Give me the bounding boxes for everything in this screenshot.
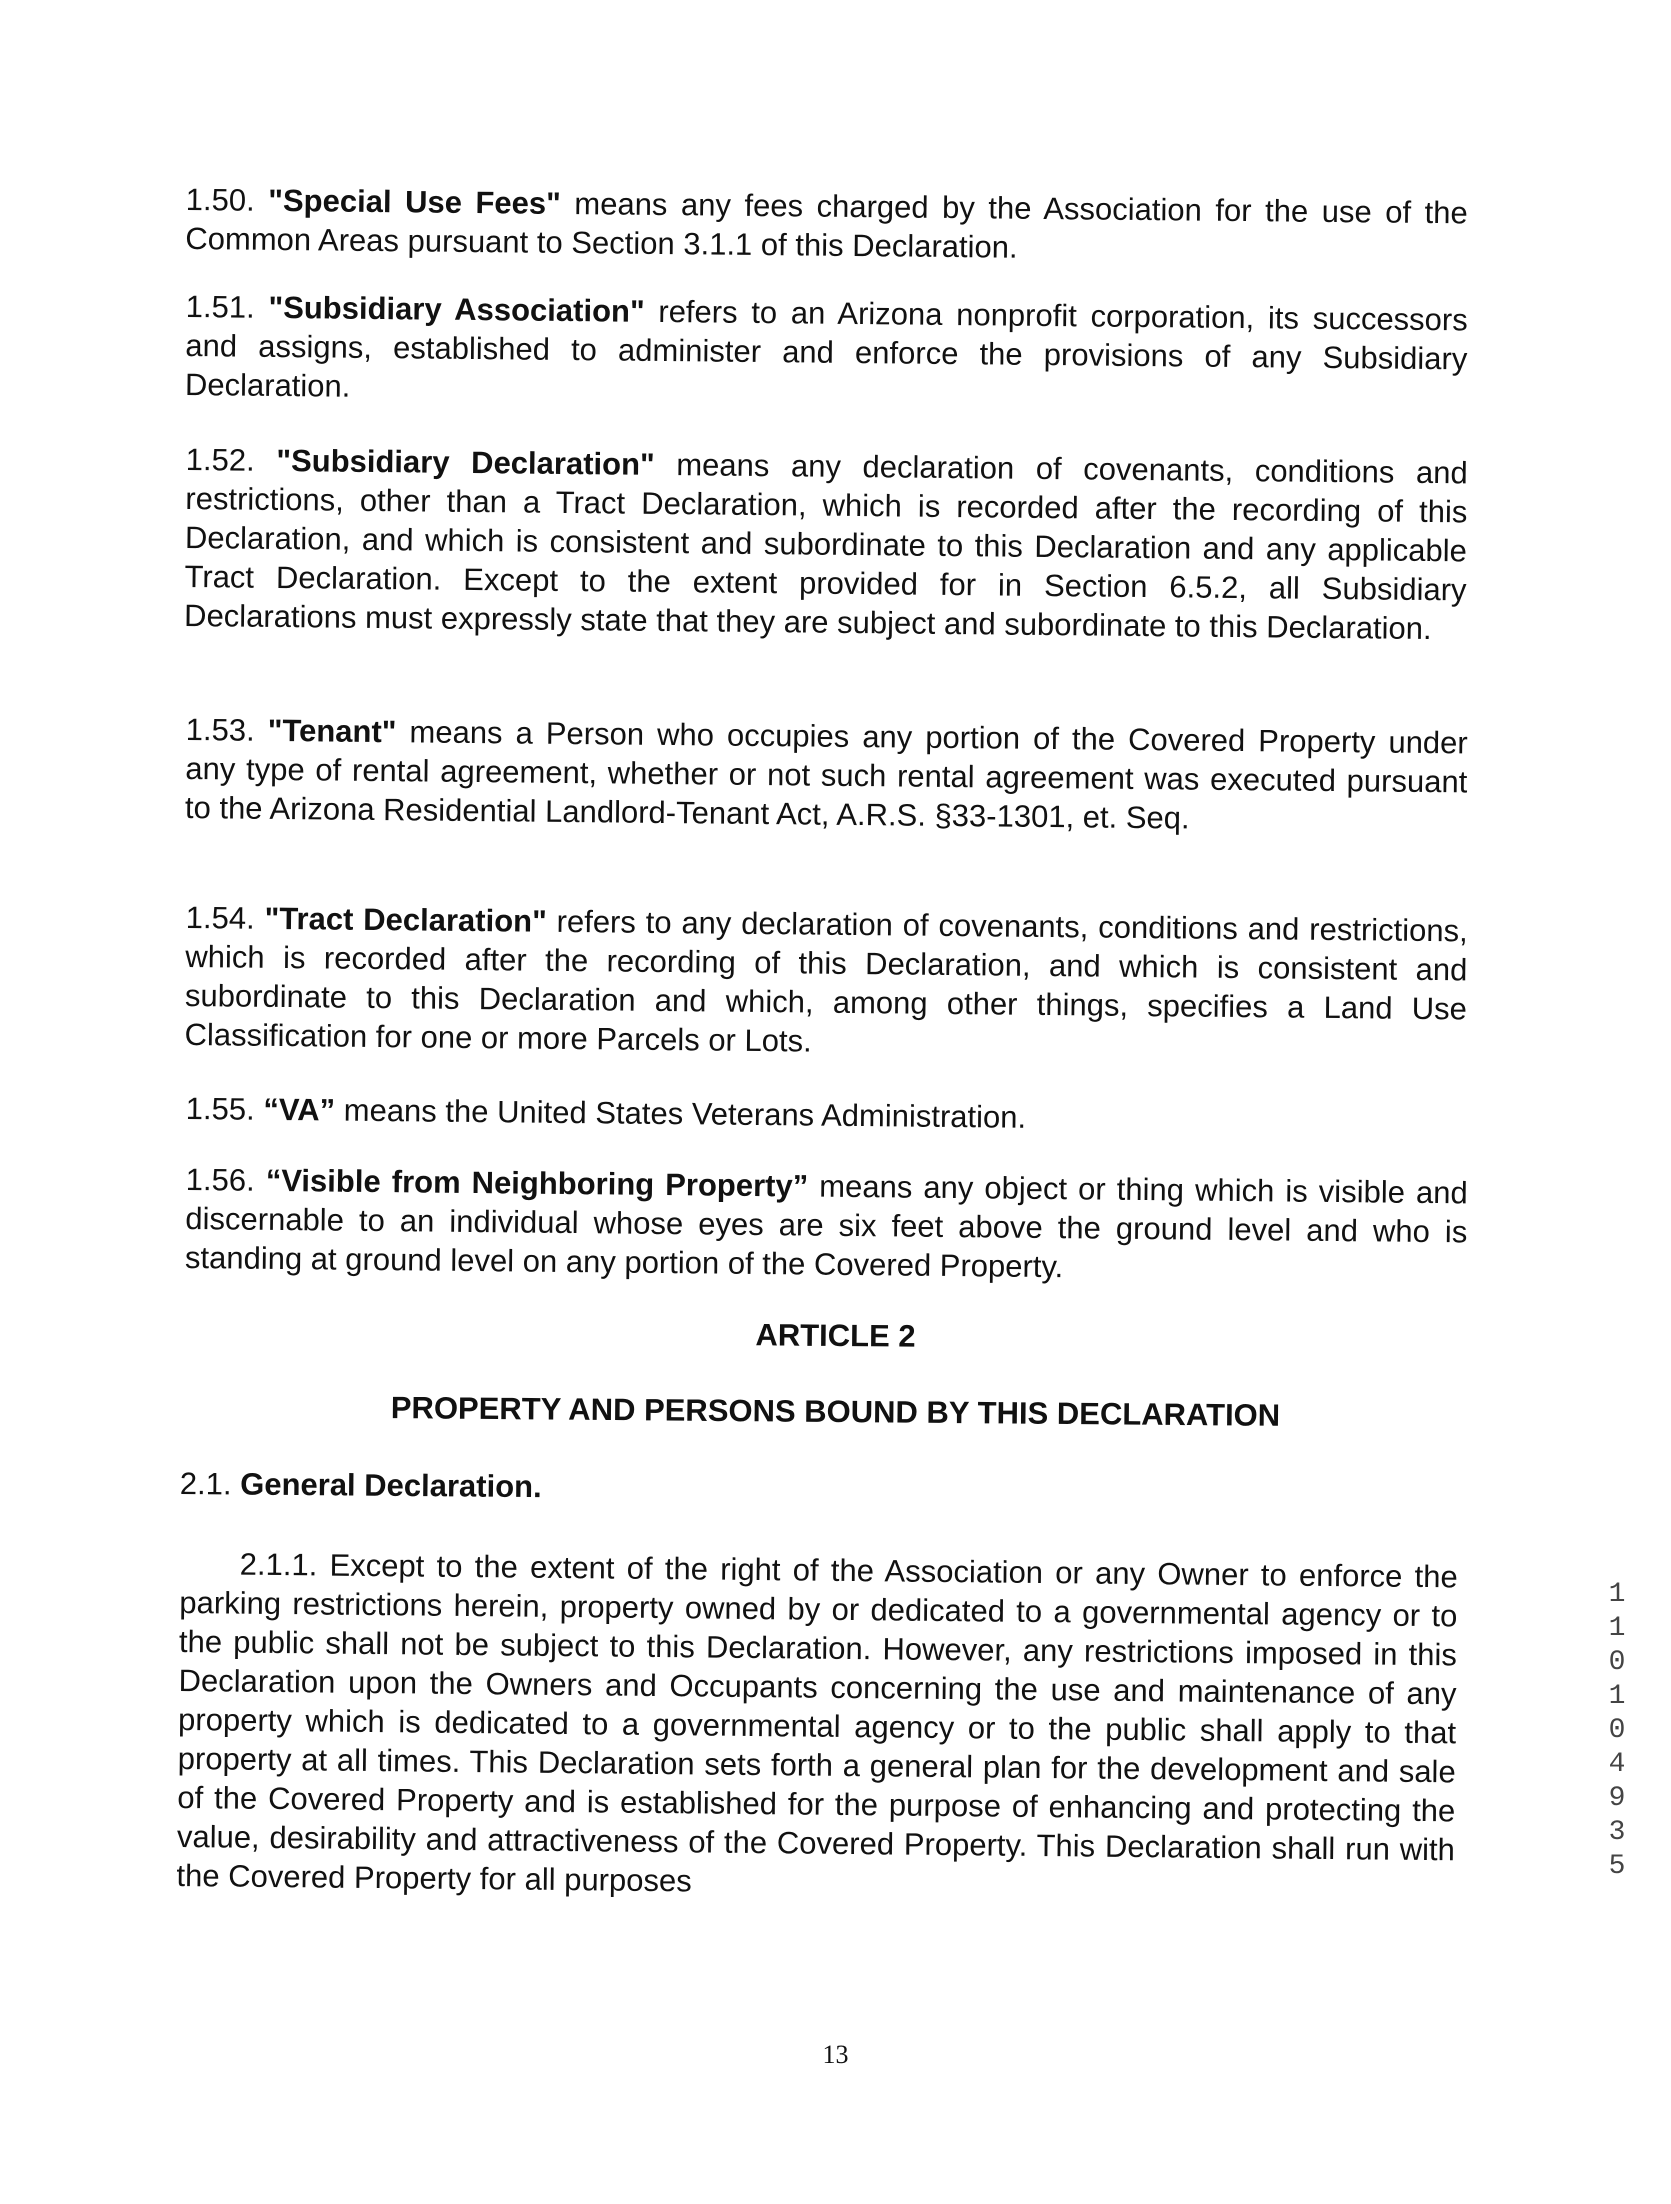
definition-1-56 xyxy=(185,1160,1468,1290)
definition-1-51 xyxy=(185,287,1468,417)
definition-1-54 xyxy=(184,898,1468,1067)
section-title: General Declaration. xyxy=(240,1466,542,1505)
definition-text: means the United States Veterans Administration. xyxy=(334,1092,1027,1135)
definition-text: refers to an Arizona nonprofit corporation, its successors and assigns, established to administer and enforce the provisions of any Subsidiary Declaration. xyxy=(184,293,1468,404)
defined-term: “Visible from Neighboring Property” xyxy=(265,1162,809,1204)
defined-term: "Special Use Fees" xyxy=(268,182,562,221)
page-number: 13 xyxy=(822,2040,849,2069)
subsection-2-1-1 xyxy=(176,1544,1458,1908)
defined-term: "Tenant" xyxy=(267,712,397,750)
recording-stamp: 1 1 0 1 0 4 9 3 5 xyxy=(1608,1579,1626,1882)
definition-text: means a Person who occupies any portion of the Covered Property under any type of rental agreement, whether or not such rental agreement was executed pursuant to the Arizona Residential Landlord-Tenant Act, A.R.S. §33-1301, et. Seq. xyxy=(184,714,1468,836)
definition-number: 1.50. xyxy=(185,181,255,218)
definition-text: means any object or thing which is visible and discernable to an individual whose eyes are six feet above the ground level and who is standing at ground level on any portion of the Covered Property. xyxy=(184,1168,1468,1285)
definition-number: 1.51. xyxy=(185,288,255,325)
section-heading xyxy=(180,1466,542,1505)
defined-term: “VA” xyxy=(263,1091,336,1128)
definition-text: means any declaration of covenants, conditions and restrictions, other than a Tract Declaration, which is recorded after the recording of this Declaration, and which is consistent and subordinate to this Declaration and any applicable Tract Declaration. Except to the extent provided for in Section 6.5.2, all Subsidiary Declarations must expressly state that they are subject and subordinate to this Declaration. xyxy=(183,446,1468,647)
definition-number: 1.54. xyxy=(185,899,255,936)
section-number: 2.1. xyxy=(179,1466,232,1502)
definition-1-55 xyxy=(186,1089,1468,1141)
definition-1-50 xyxy=(185,180,1468,271)
article-title: PROPERTY AND PERSONS BOUND BY THIS DECLARATION xyxy=(390,1390,1281,1433)
definition-text: means any fees charged by the Association for the use of the Common Areas pursuant to Section 3.1.1 of this Declaration. xyxy=(185,185,1468,265)
definition-number: 1.56. xyxy=(185,1161,255,1198)
defined-term: "Tract Declaration" xyxy=(264,900,547,939)
subsection-number: 2.1.1. xyxy=(239,1546,318,1583)
definition-text: refers to any declaration of covenants, conditions and restrictions, which is recorded after the recording of this Declaration, and which is consistent and subordinate to this Declaration and which, among other things, specifies a Land Use Classification for one or more Parcels or Lots. xyxy=(184,903,1468,1059)
definition-number: 1.52. xyxy=(185,441,255,478)
article-label: ARTICLE 2 xyxy=(755,1317,916,1354)
definition-1-53 xyxy=(185,710,1468,840)
defined-term: "Subsidiary Association" xyxy=(268,289,645,329)
defined-term: "Subsidiary Declaration" xyxy=(276,442,655,482)
definition-number: 1.55. xyxy=(185,1090,255,1127)
definition-number: 1.53. xyxy=(185,711,255,748)
subsection-text: Except to the extent of the right of the Association or any Owner to enforce the parking restrictions herein, property owned by or dedicated to a governmental agency or to the public shall not be subject to this Declaration. However, any restrictions imposed in this Declaration upon the Owners and Occupants concerning the use and maintenance of any property which is dedicated to a governmental agency or to the public shall apply to that property at all times. This Declaration sets forth a general plan for the development and sale of the Covered Property and is established for the purpose of enhancing and protecting the value, desirability and attractiveness of the Covered Property. This Declaration shall run with the Covered Property for all purposes xyxy=(176,1547,1458,1899)
definition-1-52 xyxy=(184,440,1468,648)
